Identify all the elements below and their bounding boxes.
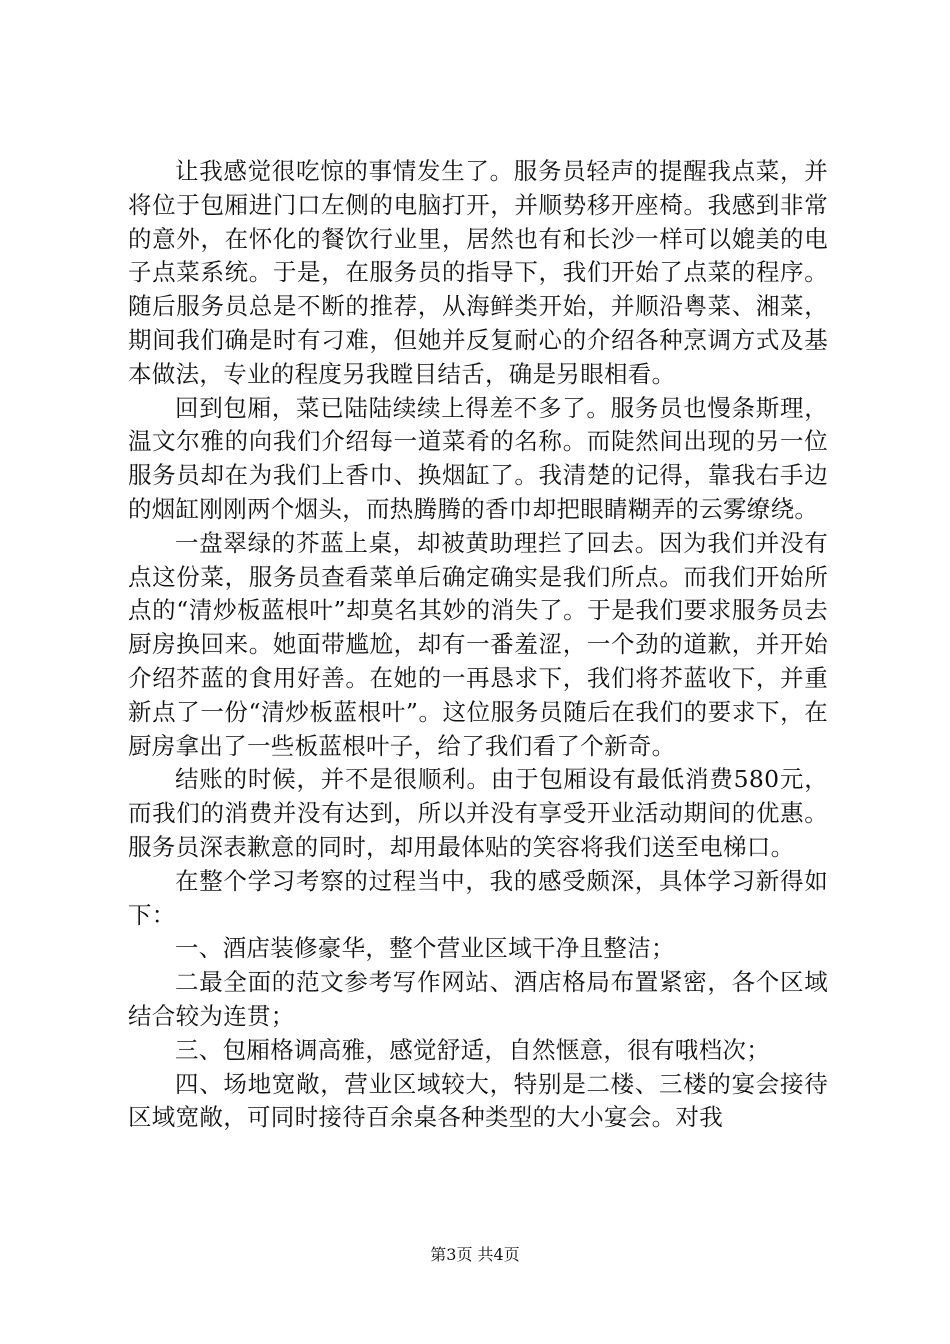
paragraph-1: 让我感觉很吃惊的事情发生了。服务员轻声的提醒我点菜，并将位于包厢进门口左侧的电脑打开，并顺势移开座椅。我感到非常的意外，在怀化的餐饮行业里，居然也有和长沙一样可以媲美的电子点菜系统。于是，在服务员的指导下，我们开始了点菜的程序。随后服务员总是不断的推荐，从海鲜类开始，并顺沿粤菜、湘菜，期间我们确是时有刁难，但她并反复耐心的介绍各种烹调方式及基本做法，专业的程度另我瞠目结舌，确是另眼相看。 bbox=[128, 157, 828, 388]
list-item-2: 二最全面的范文参考写作网站、酒店格局布置紧密，各个区域结合较为连贯； bbox=[128, 968, 828, 1030]
paragraph-2: 回到包厢，菜已陆陆续续上得差不多了。服务员也慢条斯理，温文尔雅的向我们介绍每一道菜肴的名称。而陡然间出现的另一位服务员却在为我们上香巾、换烟缸了。我清楚的记得，靠我右手边的烟缸刚刚两个烟头，而热腾腾的香巾却把眼睛糊弄的云雾缭绕。 bbox=[128, 393, 828, 523]
page-number-footer: 第3页 共4页 bbox=[430, 1245, 520, 1264]
paragraph-5: 在整个学习考察的过程当中，我的感受颇深，具体学习新得如下： bbox=[128, 866, 828, 929]
paragraph-4: 结账的时候，并不是很顺利。由于包厢设有最低消费580元，而我们的消费并没有达到，所以并没有享受开业活动期间的优惠。服务员深表歉意的同时，却用最体贴的笑容将我们送至电梯口。 bbox=[128, 765, 828, 861]
list-item-4: 四、场地宽敞，营业区域较大，特别是二楼、三楼的宴会接待区域宽敞，可同时接待百余桌各种类型的大小宴会。对我 bbox=[128, 1069, 828, 1132]
list-item-3: 三、包厢格调高雅，感觉舒适，自然惬意，很有哦档次； bbox=[175, 1035, 770, 1064]
document-body bbox=[128, 155, 828, 1135]
paragraph-3: 一盘翠绿的芥蓝上桌，却被黄助理拦了回去。因为我们并没有点这份菜，服务员查看菜单后确定确实是我们所点。而我们开始所点的“清炒板蓝根叶”却莫名其妙的消失了。于是我们要求服务员去厨房换回来。她面带尴尬，却有一番羞涩，一个劲的道歉，并开始介绍芥蓝的食用好善。在她的一再恳求下，我们将芥蓝收下，并重新点了一份“清炒板蓝根叶”。这位服务员随后在我们的要求下，在厨房拿出了一些板蓝根叶子，给了我们看了个新奇。 bbox=[128, 528, 828, 760]
list-item-1: 一、酒店装修豪华，整个营业区域干净且整洁； bbox=[175, 934, 675, 963]
